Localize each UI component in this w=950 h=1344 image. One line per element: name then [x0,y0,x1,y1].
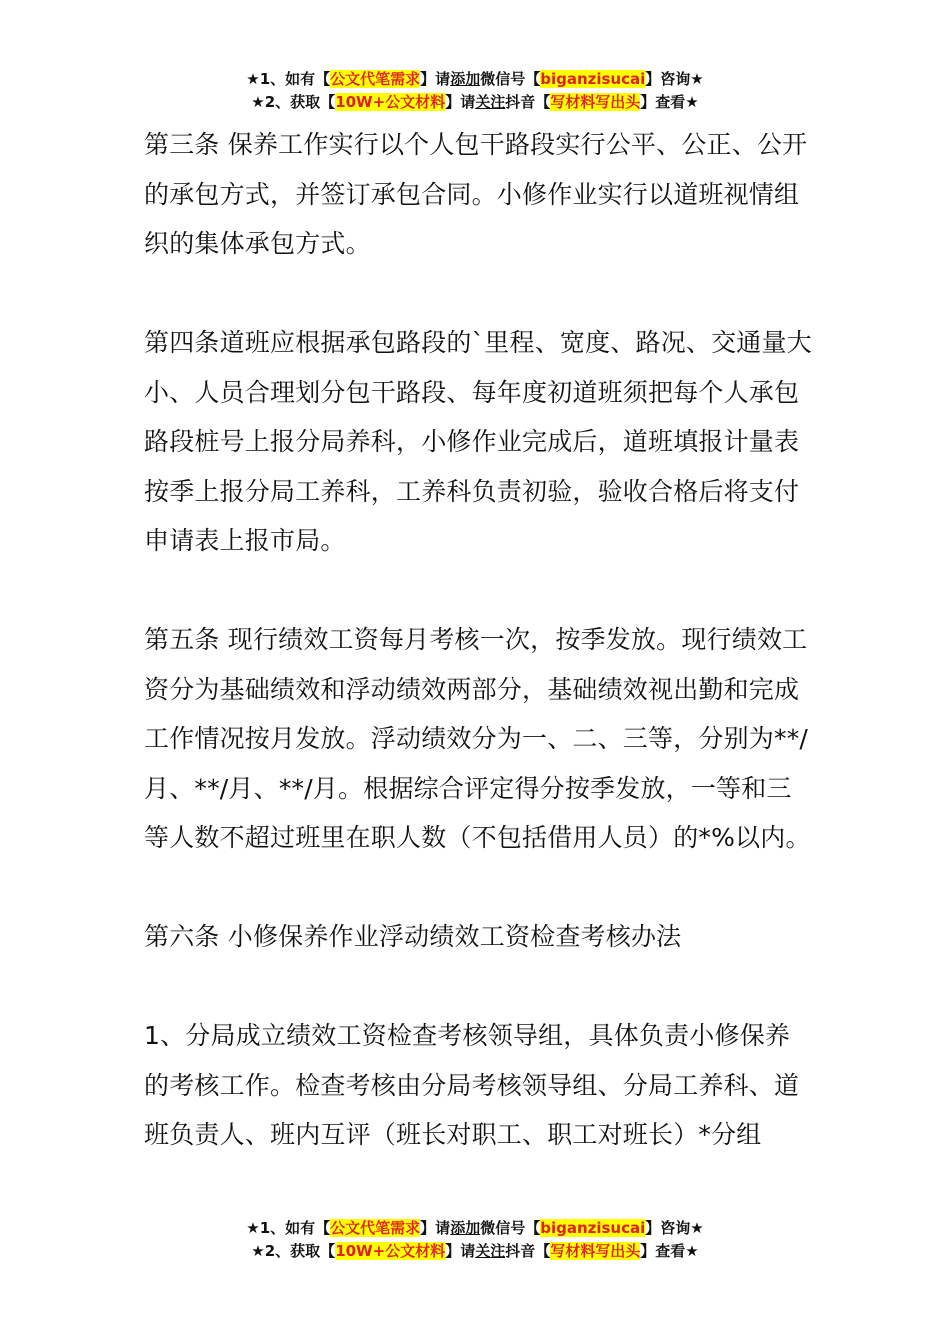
banner-text: 2、获取【 [264,1242,336,1260]
paragraph-item-1: 1、分局成立绩效工资检查考核领导组，具体负责小修保养的考核工作。检查考核由分局考核领导组、分局工养科、道班负责人、班内互评（班长对职工、职工对班长）*分组 [144,1021,800,1149]
star-icon: ★ [246,70,260,88]
banner-text: 】请 [420,1219,451,1237]
banner-highlight: 写材料写出头 [550,93,641,111]
banner-highlight: 10W+公文材料 [335,1242,446,1260]
banner-text: 】查看★ [640,1242,699,1260]
document-body [144,120,814,1209]
banner-highlight: 写材料写出头 [550,1242,641,1260]
banner-underlined: 关注 [475,1242,506,1260]
star-icon: ★ [251,1242,265,1260]
banner-text: 2、获取【 [264,93,336,111]
banner-underlined: 添加 [450,70,481,88]
banner-line-1 [0,68,950,91]
banner-text: 】咨询★ [645,1219,704,1237]
banner-text: 】咨询★ [645,70,704,88]
banner-line-1 [0,1217,950,1240]
paragraph-article-5: 第五条 现行绩效工资每月考核一次，按季发放。现行绩效工资分为基础绩效和浮动绩效两部分，基础绩效视出勤和完成工作情况按月发放。浮动绩效分为一、二、三等，分别为**/月、**/月、**/月。根据综合评定得分按季发放，一等和三等人数不超过班里在职人数（不包括借用人员）的*%以内。 [144,625,811,852]
banner-text: 】查看★ [640,93,699,111]
banner-highlight: 10W+公文材料 [335,93,446,111]
banner-text: 】请 [445,93,476,111]
banner-text: 】请 [445,1242,476,1260]
banner-text: 微信号【 [480,70,541,88]
banner-text: 1、如有【 [259,1219,331,1237]
paragraph-article-6: 第六条 小修保养作业浮动绩效工资检查考核办法 [144,922,682,951]
banner-underlined: 关注 [475,93,506,111]
banner-highlight: biganzisucai [540,1219,646,1237]
banner-line-2 [0,1240,950,1263]
banner-text: 抖音【 [505,1242,551,1260]
banner-highlight: 公文代笔需求 [330,70,421,88]
banner-text: 1、如有【 [259,70,331,88]
banner-highlight: biganzisucai [540,70,646,88]
banner-text: 】请 [420,70,451,88]
footer-banner [0,1217,950,1263]
star-icon: ★ [246,1219,260,1237]
header-banner [0,68,950,114]
star-icon: ★ [251,93,265,111]
banner-highlight: 公文代笔需求 [330,1219,421,1237]
banner-text: 抖音【 [505,93,551,111]
paragraph-article-4: 第四条道班应根据承包路段的`里程、宽度、路况、交通量大小、人员合理划分包干路段、每年度初道班须把每个人承包路段桩号上报分局养科，小修作业完成后，道班填报计量表按季上报分局工养科，工养科负责初验，验收合格后将支付申请表上报市局。 [144,328,812,555]
banner-underlined: 添加 [450,1219,481,1237]
banner-line-2 [0,91,950,114]
banner-text: 微信号【 [480,1219,541,1237]
paragraph-article-3: 第三条 保养工作实行以个人包干路段实行公平、公正、公开的承包方式，并签订承包合同。小修作业实行以道班视情组织的集体承包方式。 [144,130,808,258]
